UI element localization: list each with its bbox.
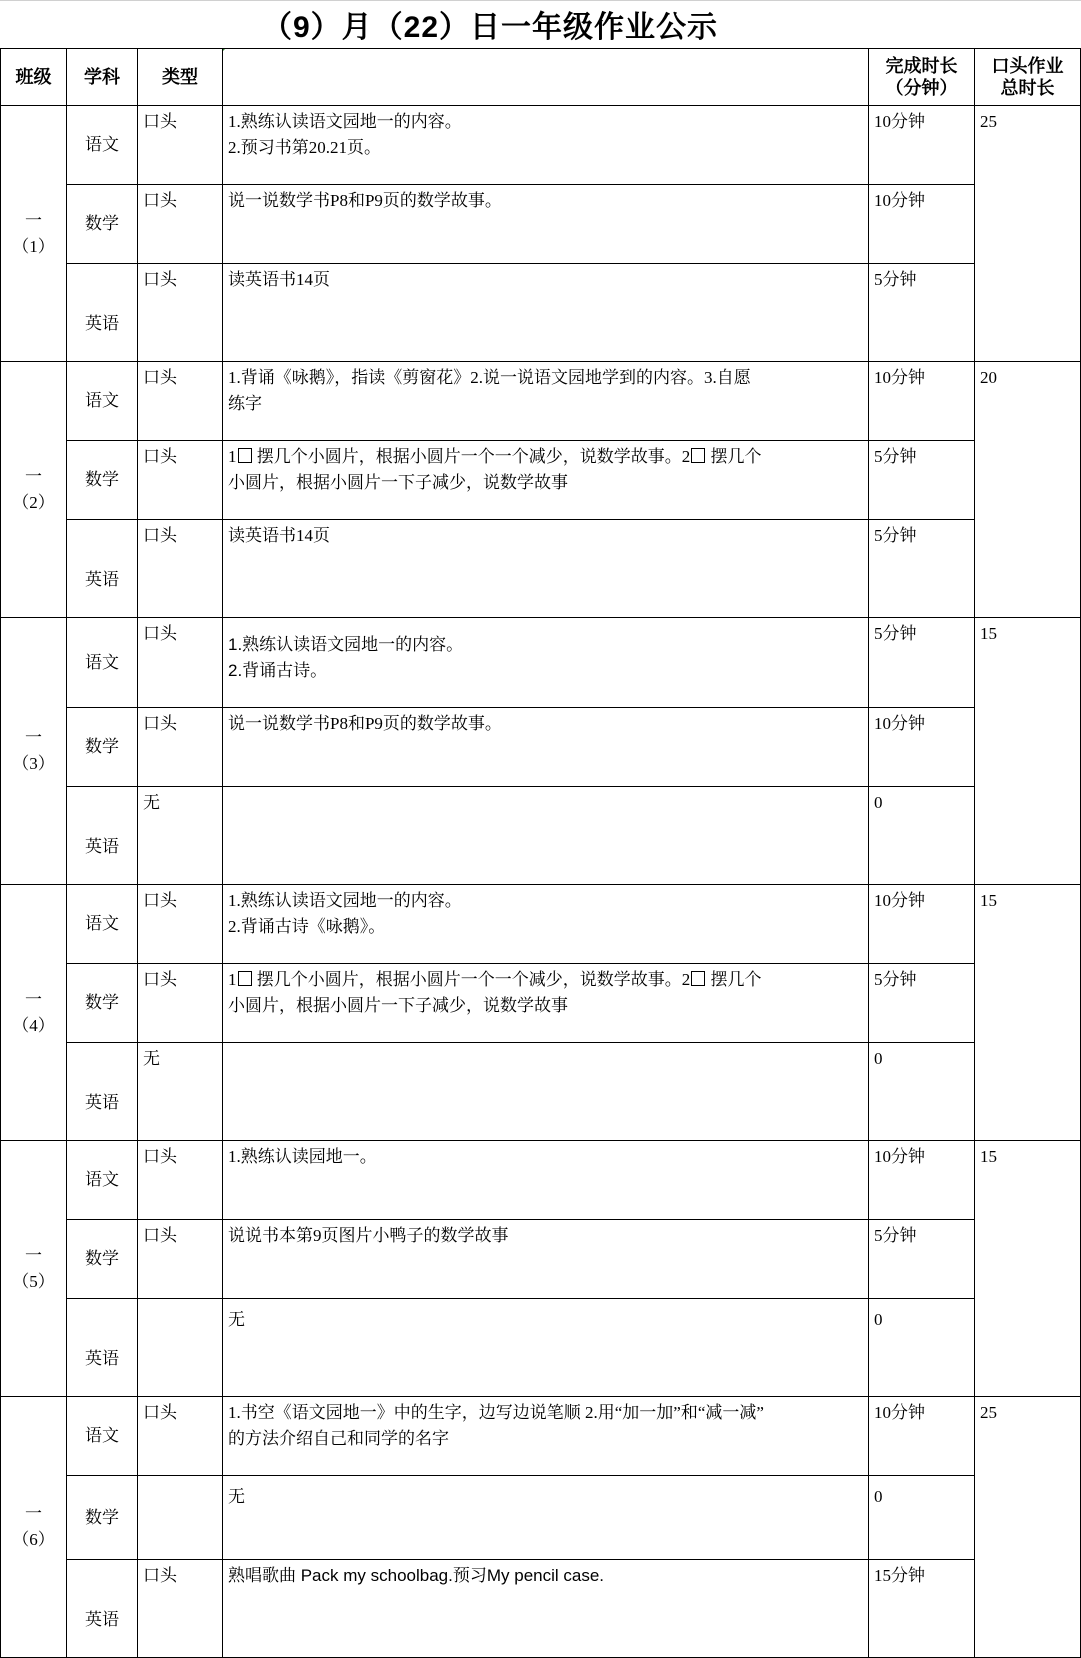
content-line [228,967,862,993]
total-cell: 15 [975,1141,1081,1397]
type-cell: 口头 [138,185,223,264]
class-number: （3） [12,754,55,773]
content-line: 读英语书14页 [228,270,330,289]
subject-cell: 数学 [67,441,138,520]
class-grade: 一 [25,1245,42,1265]
content-line: 2.预习书第20.21页。 [228,138,381,157]
content-cell [223,1299,869,1397]
content-cell [223,885,869,964]
time-cell: 0 [869,787,975,885]
subject-cell: 英语 [67,787,138,885]
table-row [1,618,1081,708]
subject-cell: 数学 [67,185,138,264]
subject-cell: 语文 [67,618,138,708]
content-line: 熟唱歌曲 Pack my schoolbag.预习My pencil case. [228,1566,605,1585]
subject-cell: 英语 [67,520,138,618]
content-cell [223,264,869,362]
subject-cell: 语文 [67,1141,138,1220]
content-line: 说一说数学书P8和P9页的数学故事。 [228,191,502,210]
content-cell [223,106,869,185]
content-cell [223,185,869,264]
total-cell: 15 [975,885,1081,1141]
content-cell [223,520,869,618]
time-cell: 5分钟 [869,1220,975,1299]
class-grade: 一 [25,466,42,486]
time-cell: 0 [869,1299,975,1397]
class-number: （1） [12,236,55,256]
content-line: 2.背诵古诗。 [228,661,328,680]
content-line: 2.背诵古诗《咏鹅》。 [228,917,386,936]
page-title: （9）月（22）日一年级作业公示 [261,11,719,44]
content-line: 1.熟练认读园地一。 [228,1147,377,1166]
content-line: 1.背诵《咏鹅》，指读《剪窗花》2.说一说语文园地学到的内容。3.自愿 [228,368,751,387]
content-cell [223,1220,869,1299]
total-cell: 25 [975,106,1081,362]
table-row [1,1220,1081,1299]
type-cell: 无 [138,787,223,885]
content-cell [223,618,869,708]
content-cell [223,708,869,787]
content-cell [223,1560,869,1658]
content-line: 小圆片，根据小圆片一下子减少，说数学故事 [228,996,568,1015]
content-cell [223,1043,869,1141]
content-line: 1.熟练认读语文园地一的内容。 [228,112,462,131]
class-number: （5） [12,1271,55,1291]
subject-cell: 数学 [67,1476,138,1560]
class-number: （4） [12,1015,55,1035]
content-line: 小圆片，根据小圆片一下子减少，说数学故事 [228,473,568,492]
subject-cell: 英语 [67,264,138,362]
content-text: 1 [228,970,237,989]
time-cell: 10分钟 [869,1141,975,1220]
header-total-line2: 总时长 [1000,78,1055,98]
class-grade: 一 [25,210,42,230]
class-number: （2） [12,492,55,512]
type-cell: 口头 [138,1141,223,1220]
time-cell: 5分钟 [869,520,975,618]
time-cell: 5分钟 [869,618,975,708]
time-cell: 10分钟 [869,708,975,787]
class-cell [1,106,67,362]
time-cell: 10分钟 [869,106,975,185]
class-grade: 一 [25,989,42,1009]
subject-cell: 语文 [67,362,138,441]
table-row [1,708,1081,787]
content-line: 1.熟练认读语文园地一的内容。 [228,635,464,654]
time-cell: 0 [869,1476,975,1560]
table-row [1,1560,1081,1658]
homework-table [0,48,1081,1658]
subject-cell: 数学 [67,708,138,787]
time-cell: 5分钟 [869,441,975,520]
class-grade: 一 [25,1504,42,1523]
content-line [228,444,862,470]
content-cell [223,787,869,885]
time-cell: 0 [869,1043,975,1141]
time-cell: 15分钟 [869,1560,975,1658]
subject-cell: 语文 [67,1397,138,1476]
type-cell: 口头 [138,106,223,185]
table-row [1,1299,1081,1397]
content-line: 读英语书14页 [228,526,330,545]
checkbox-glyph-icon [238,448,252,463]
content-cell [223,362,869,441]
subject-cell: 英语 [67,1560,138,1658]
table-row [1,1476,1081,1560]
time-cell: 10分钟 [869,185,975,264]
table-row [1,264,1081,362]
type-cell: 口头 [138,264,223,362]
content-line: 练字 [228,394,262,413]
table-row [1,520,1081,618]
time-cell: 5分钟 [869,964,975,1043]
content-line: 1.熟练认读语文园地一的内容。 [228,891,462,910]
type-cell: 口头 [138,1560,223,1658]
class-cell [1,362,67,618]
content-cell [223,1476,869,1560]
time-cell: 10分钟 [869,1397,975,1476]
content-text: 摆几个 [710,970,762,989]
subject-cell: 英语 [67,1043,138,1141]
header-row [1,49,1081,106]
type-cell: 口头 [138,618,223,708]
content-line: 无 [228,1487,245,1506]
checkbox-glyph-icon [238,971,252,986]
content-line: 1.书空《语文园地一》中的生字，边写边说笔顺 2.用“加一加”和“减一减” [228,1403,764,1422]
total-cell: 25 [975,1397,1081,1658]
type-cell: 口头 [138,441,223,520]
type-cell: 口头 [138,885,223,964]
subject-cell: 数学 [67,1220,138,1299]
time-cell: 5分钟 [869,264,975,362]
header-total [975,49,1081,106]
table-row [1,441,1081,520]
header-total-line1: 口头作业 [991,56,1064,76]
type-cell: 无 [138,1043,223,1141]
time-cell: 10分钟 [869,362,975,441]
table-row [1,1397,1081,1476]
type-cell: 口头 [138,708,223,787]
content-line: 说说书本第9页图片小鸭子的数学故事 [228,1226,509,1245]
type-cell: 口头 [138,1220,223,1299]
table-row [1,885,1081,964]
content-line: 说一说数学书P8和P9页的数学故事。 [228,714,502,733]
subject-cell: 语文 [67,106,138,185]
type-cell: 口头 [138,520,223,618]
content-line: 无 [228,1310,245,1329]
header-time-line2: （分钟） [885,78,958,98]
header-subject: 学科 [67,49,138,106]
subject-cell: 英语 [67,1299,138,1397]
content-line: 的方法介绍自己和同学的名字 [228,1429,449,1448]
class-cell [1,885,67,1141]
table-row [1,964,1081,1043]
content-cell [223,1397,869,1476]
content-text: 摆几个小圆片，根据小圆片一个一个减少，说数学故事。2 [256,970,691,989]
table-row [1,185,1081,264]
type-cell [138,1476,223,1560]
content-cell [223,1141,869,1220]
class-cell [1,1141,67,1397]
content-cell [223,964,869,1043]
content-text: 摆几个小圆片，根据小圆片一个一个减少，说数学故事。2 [256,447,691,466]
class-cell [1,1397,67,1658]
time-cell: 10分钟 [869,885,975,964]
class-number: （6） [12,1530,55,1549]
class-cell [1,618,67,885]
table-row [1,787,1081,885]
checkbox-glyph-icon [691,971,705,986]
total-cell: 15 [975,618,1081,885]
header-time [869,49,975,106]
content-cell [223,441,869,520]
subject-cell: 数学 [67,964,138,1043]
header-type: 类型 [138,49,223,106]
header-class: 班级 [1,49,67,106]
table-row [1,1141,1081,1220]
class-grade: 一 [25,728,42,747]
type-cell: 口头 [138,964,223,1043]
table-row [1,106,1081,185]
type-cell: 口头 [138,362,223,441]
table-row [1,1043,1081,1141]
type-cell: 口头 [138,1397,223,1476]
content-text: 1 [228,447,237,466]
checkbox-glyph-icon [691,448,705,463]
subject-cell: 语文 [67,885,138,964]
type-cell [138,1299,223,1397]
header-content [223,49,869,106]
table-row [1,362,1081,441]
header-time-line1: 完成时长 [885,56,958,76]
content-text: 摆几个 [710,447,762,466]
total-cell: 20 [975,362,1081,618]
